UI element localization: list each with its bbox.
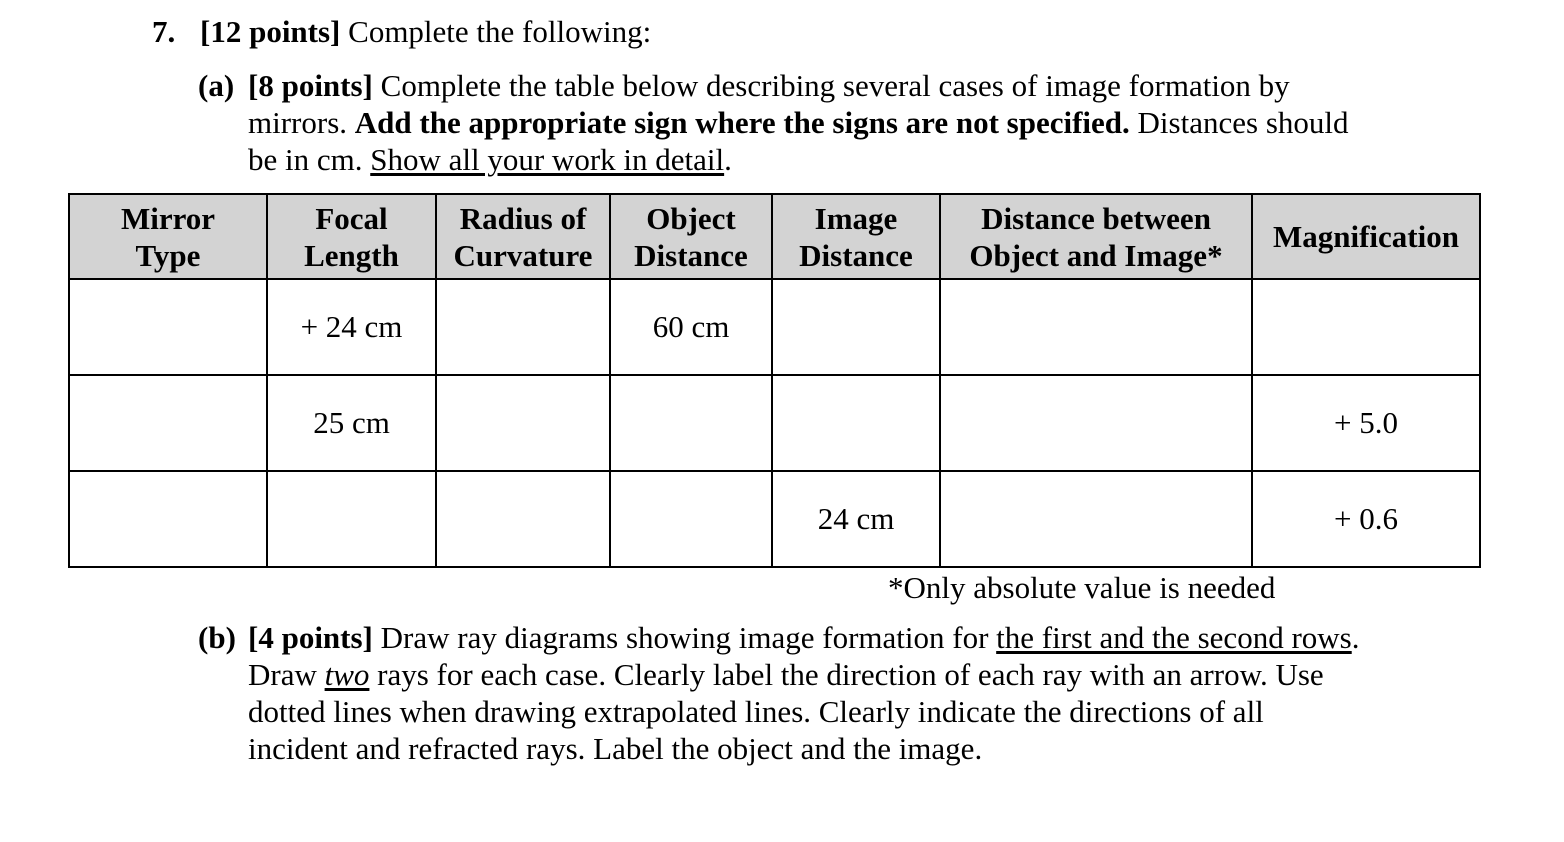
table-cell[interactable] [69,471,267,567]
part-a-text-2: mirrors. [248,105,348,140]
part-b-underlined-rows: the first and the second rows [996,620,1352,655]
table-cell[interactable] [1252,279,1480,375]
question-number: 7. [152,14,176,49]
header-distance-between: Distance between Object and Image* [940,194,1252,279]
part-a-line-2 [198,104,1428,141]
table-cell: + 24 cm [267,279,436,375]
table-cell: 24 cm [772,471,940,567]
part-a-bold-instruction: Add the appropriate sign where the signs are not specified. [354,105,1130,140]
part-b [198,619,1428,767]
table-cell[interactable] [436,279,610,375]
question-text: Complete the following: [348,14,652,49]
table-cell[interactable] [69,375,267,471]
part-b-line-4: incident and refracted rays. Label the object and the image. [248,731,983,766]
table-cell[interactable] [772,279,940,375]
header-image-distance: Image Distance [772,194,940,279]
table-row [69,279,1480,375]
table-cell[interactable] [267,471,436,567]
header-focal-length: Focal Length [267,194,436,279]
part-a-text-1: Complete the table below describing several cases of image formation by [380,68,1290,103]
part-a-text-3: Distances should [1137,105,1349,140]
part-b-period: . [1351,620,1360,655]
part-a-label: (a) [198,68,235,103]
table-footnote: *Only absolute value is needed [888,570,1276,605]
part-a-text-4: be in cm. [248,142,363,177]
part-a-line-3 [198,141,1428,178]
part-b-underlined-two: two [324,657,370,692]
part-b-points: [4 points] [248,620,373,655]
table-cell[interactable] [772,375,940,471]
part-b-line-1 [198,619,1428,656]
table-cell: 60 cm [610,279,772,375]
table-cell: 25 cm [267,375,436,471]
table-cell: + 5.0 [1252,375,1480,471]
part-a-period: . [724,142,732,177]
part-a-line-1 [198,67,1428,104]
table-cell[interactable] [436,471,610,567]
table-row [69,471,1480,567]
table-cell[interactable] [940,471,1252,567]
table-cell[interactable] [940,279,1252,375]
part-b-text-2b: rays for each case. Clearly label the direction of each ray with an arrow. Use [377,657,1324,692]
part-b-line-2 [198,656,1428,693]
header-radius-of-curvature: Radius of Curvature [436,194,610,279]
table-cell[interactable] [940,375,1252,471]
table-row [69,375,1480,471]
table-cell[interactable] [610,375,772,471]
part-b-line-3: dotted lines when drawing extrapolated lines. Clearly indicate the directions of all [248,694,1264,729]
header-mirror-type: Mirror Type [69,194,267,279]
question-points: [12 points] [200,14,341,49]
table-cell[interactable] [610,471,772,567]
header-object-distance: Object Distance [610,194,772,279]
part-a [198,67,1428,178]
table-header-row [69,194,1480,279]
mirror-table [68,193,1481,568]
table-cell[interactable] [436,375,610,471]
part-a-points: [8 points] [248,68,373,103]
question-heading [152,14,651,50]
part-a-underlined-instruction: Show all your work in detail [370,142,725,177]
part-b-text-2a: Draw [248,657,317,692]
part-b-text-1: Draw ray diagrams showing image formation for [380,620,989,655]
table-cell[interactable] [69,279,267,375]
part-b-label: (b) [198,620,236,655]
header-magnification: Magnification [1252,194,1480,279]
table-cell: + 0.6 [1252,471,1480,567]
